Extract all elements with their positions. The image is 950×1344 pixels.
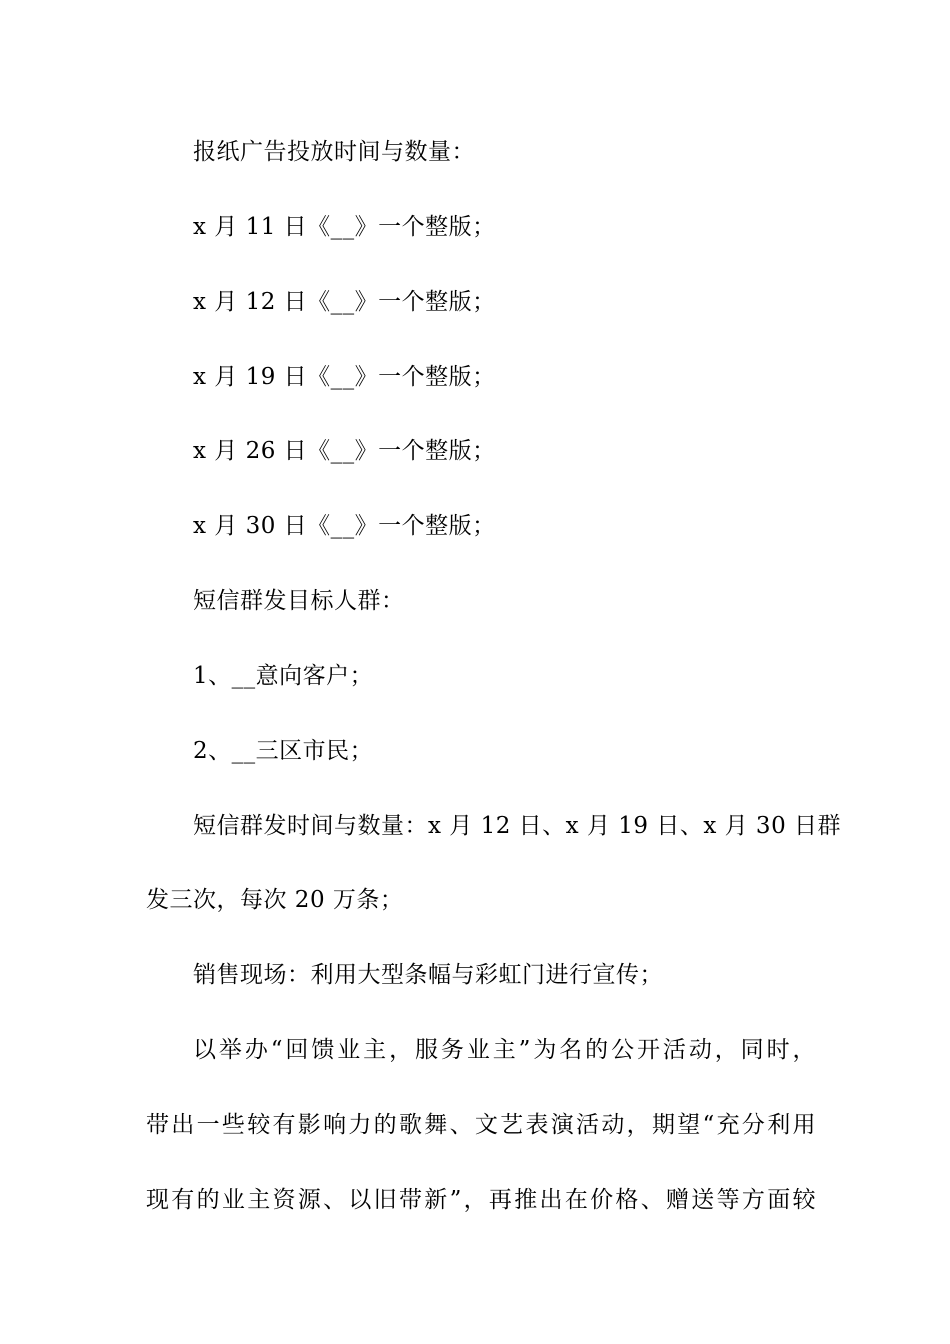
paragraph-event-continued: 现有的业主资源、以旧带新”，再推出在价格、赠送等方面较: [146, 1187, 816, 1213]
sms-target-item: 2、__三区市民；: [193, 738, 374, 764]
paragraph-newspaper-heading: 报纸广告投放时间与数量：: [193, 139, 475, 165]
paragraph-sales-site: 销售现场：利用大型条幅与彩虹门进行宣传；: [193, 962, 663, 988]
newspaper-ad-item: x 月 26 日《__》一个整版；: [193, 438, 496, 464]
paragraph-sms-target-heading: 短信群发目标人群：: [193, 588, 405, 614]
newspaper-ad-item: x 月 12 日《__》一个整版；: [193, 289, 496, 315]
newspaper-ad-item: x 月 11 日《__》一个整版；: [193, 214, 496, 240]
paragraph-event-continued: 带出一些较有影响力的歌舞、文艺表演活动，期望“充分利用: [146, 1112, 816, 1138]
paragraph-sms-schedule: 短信群发时间与数量：x 月 12 日、x 月 19 日、x 月 30 日群: [193, 813, 842, 839]
paragraph-event: 以举办“回馈业主，服务业主”为名的公开活动，同时，: [193, 1037, 816, 1063]
newspaper-ad-item: x 月 30 日《__》一个整版；: [193, 513, 496, 539]
sms-target-item: 1、__意向客户；: [193, 663, 374, 689]
paragraph-sms-schedule-continued: 发三次，每次 20 万条；: [146, 887, 404, 913]
newspaper-ad-item: x 月 19 日《__》一个整版；: [193, 364, 496, 390]
